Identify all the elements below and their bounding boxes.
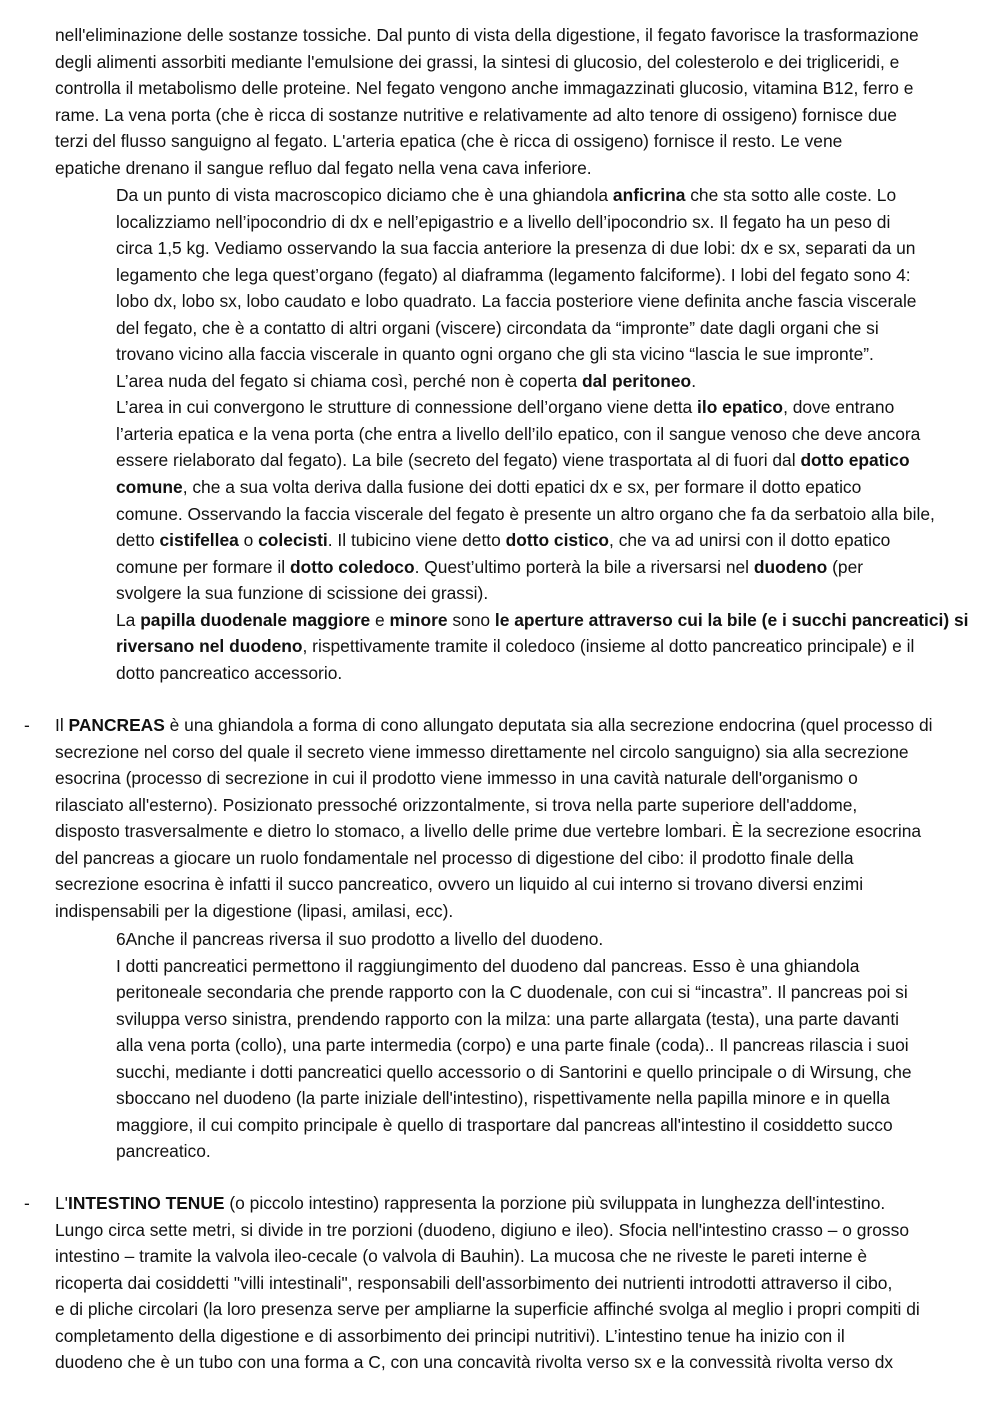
text-line: rilasciato all'esterno). Posizionato pressoché orizzontalmente, si trova nella parte superiore dell'addome, (55, 794, 858, 815)
bold-term: papilla duodenale maggiore (140, 609, 371, 630)
text-line: l’arteria epatica e la vena porta (che entra a livello dell’ilo epatico, con il sangue venoso che deve ancora (116, 423, 921, 444)
text-run: , che a sua volta deriva dalla fusione dei dotti epatici dx e sx, per formare il dotto epatico (182, 477, 862, 498)
text-line: trovano vicino alla faccia viscerale in quanto ogni organo che gli sta vicino “lascia le sue impronte”. (116, 344, 874, 365)
text-line: del pancreas a giocare un ruolo fondamentale nel processo di digestione del cibo: il prodotto finale della (55, 847, 854, 868)
text-line: esocrina (processo di secrezione in cui il prodotto viene immesso in una cavità naturale dell'organismo o (55, 768, 858, 789)
text-line: rame. La vena porta (che è ricca di sostanze nutritive e relativamente ad alto tenore di ossigeno) fornisce due (55, 104, 897, 125)
text-line: nell'eliminazione delle sostanze tossiche. Dal punto di vista della digestione, il fegato favorisce la trasformazione (55, 25, 919, 45)
bold-term: minore (389, 609, 448, 630)
liver-detail-paragraph (116, 182, 986, 686)
pancreas-detail-paragraph (116, 926, 986, 1165)
text-run: La (116, 609, 141, 630)
text-line: sviluppa verso sinistra, prendendo rapporto con la milza: una parte allargata (testa), una parte davanti (116, 1008, 900, 1029)
bold-term: dotto cistico (505, 530, 610, 551)
bold-term: cistifellea (159, 530, 239, 551)
text-line: e di pliche circolari (la loro presenza serve per ampliarne la superficie affinché svolga al meglio i propri compiti di (55, 1299, 920, 1320)
text-line: secrezione esocrina è infatti il succo pancreatico, ovvero un liquido al cui interno si trovano diversi enzimi (55, 874, 864, 895)
text-run: e (370, 609, 390, 630)
bold-term: ilo epatico (697, 397, 784, 418)
bold-term: dotto epatico (800, 450, 910, 471)
text-line: peritoneale secondaria che prende rapporto con la C duodenale, con cui si “incastra”. Il pancreas poi si (116, 982, 908, 1003)
bold-term: duodeno (753, 556, 828, 577)
text-run: sono (447, 609, 495, 630)
pancreas-list-item (55, 712, 985, 924)
bold-term: PANCREAS (68, 715, 165, 735)
liver-continuation-paragraph (55, 22, 985, 181)
text-run: L’area in cui convergono le strutture di connessione dell’organo viene detta (116, 397, 698, 418)
bold-term: comune (116, 477, 183, 498)
list-bullet-dash: - (24, 1193, 30, 1213)
text-line: Lungo circa sette metri, si divide in tre porzioni (duodeno, digiuno e ileo). Sfocia nell'intestino crasso – o grosso (55, 1219, 909, 1240)
text-line: svolgere la sua funzione di scissione dei grassi). (116, 583, 489, 604)
text-line: alla vena porta (collo), una parte intermedia (corpo) e una parte finale (coda).. Il pancreas rilascia i suoi (116, 1035, 909, 1056)
text-run: Da un punto di vista macroscopico diciamo che è una ghiandola (116, 185, 613, 205)
bold-term: riversano nel duodeno (116, 636, 303, 657)
text-run: . Quest’ultimo porterà la bile a riversarsi nel (414, 556, 754, 577)
text-run: è una ghiandola a forma di cono allungato deputata sia alla secrezione endocrina (quel processo di (164, 715, 933, 735)
bold-term: colecisti (258, 530, 328, 551)
text-line: disposto trasversalmente e dietro lo stomaco, a livello delle prime due vertebre lombari. È la secrezione esocrina (55, 821, 922, 842)
text-line: dotto pancreatico accessorio. (116, 662, 343, 683)
text-run: . Il tubicino viene detto (327, 530, 506, 551)
bold-term: INTESTINO TENUE (68, 1193, 225, 1213)
text-line: epatiche drenano il sangue refluo dal fegato nella vena cava inferiore. (55, 157, 592, 178)
text-line: circa 1,5 kg. Vediamo osservando la sua faccia anteriore la presenza di due lobi: dx e sx, separati da un (116, 238, 916, 259)
text-run: (o piccolo intestino) rappresenta la porzione più sviluppata in lunghezza dell'intestino. (224, 1193, 886, 1213)
text-run: , rispettivamente tramite il coledoco (insieme al dotto pancreatico principale) e il (302, 636, 915, 657)
text-line: pancreatico. (116, 1141, 211, 1162)
text-line: 6Anche il pancreas riversa il suo prodotto a livello del duodeno. (116, 929, 604, 949)
bold-term: le aperture attraverso cui la bile (e i succhi pancreatici) si (494, 609, 969, 630)
text-line: duodeno che è un tubo con una forma a C, con una concavità rivolta verso sx e la convessità rivolta verso dx (55, 1352, 894, 1373)
text-run: L' (55, 1193, 68, 1213)
small-intestine-list-item (55, 1190, 985, 1376)
text-line: completamento della digestione e di assorbimento dei principi nutritivi). L’intestino tenue ha inizio con il (55, 1325, 845, 1346)
text-line: comune. Osservando la faccia viscerale del fegato è presente un altro organo che fa da serbatoio alla bile, (116, 503, 935, 524)
text-run: comune per formare il (116, 556, 290, 577)
text-run: essere rielaborato dal fegato). La bile (secreto del fegato) viene trasportata al di fuori dal (116, 450, 801, 471)
text-line: indispensabili per la digestione (lipasi, amilasi, ecc). (55, 900, 454, 921)
text-run: Il (55, 715, 69, 735)
text-line: del fegato, che è a contatto di altri organi (viscere) circondata da “impronte” date dagli organi che si (116, 317, 879, 338)
text-line: sboccano nel duodeno (la parte iniziale dell'intestino), rispettivamente nella papilla minore e in quella (116, 1088, 890, 1109)
bold-term: dotto coledoco (289, 556, 415, 577)
list-bullet-dash: - (24, 715, 30, 735)
text-line: maggiore, il cui compito principale è quello di trasportare dal pancreas all'intestino il cosiddetto succo (116, 1114, 893, 1135)
text-line: lobo dx, lobo sx, lobo caudato e lobo quadrato. La faccia posteriore viene definita anche fascia viscerale (116, 291, 917, 312)
text-line: terzi del flusso sanguigno al fegato. L'arteria epatica (che è ricca di ossigeno) fornisce il resto. Le vene (55, 131, 843, 152)
text-line: ricoperta dai cosiddetti "villi intestinali", responsabili dell'assorbimento dei nutrienti introdotti attraverso il cibo, (55, 1272, 893, 1293)
text-run: , che va ad unirsi con il dotto epatico (609, 530, 891, 551)
text-line: I dotti pancreatici permettono il raggiungimento del duodeno dal pancreas. Esso è una ghiandola (116, 955, 860, 976)
text-line: succhi, mediante i dotti pancreatici quello accessorio o di Santorini e quello principale o di Wirsung, che (116, 1061, 912, 1082)
text-line: localizziamo nell’ipocondrio di dx e nell’epigastrio e a livello dell’ipocondrio sx. Il fegato ha un peso di (116, 211, 891, 232)
text-run: . (691, 370, 697, 391)
text-run: (per (827, 556, 864, 577)
bold-term: anficrina (612, 185, 686, 205)
text-line: legamento che lega quest’organo (fegato) al diaframma (legamento falciforme). I lobi del fegato sono 4: (116, 264, 911, 285)
text-run: , dove entrano (783, 397, 895, 418)
text-line: intestino – tramite la valvola ileo-cecale (o valvola di Bauhin). La mucosa che ne riveste le pareti interne è (55, 1246, 867, 1267)
bold-term: dal peritoneo (582, 370, 692, 391)
text-run: o (238, 530, 259, 551)
text-run: che sta sotto alle coste. Lo (685, 185, 897, 205)
text-run: detto (116, 530, 160, 551)
text-run: L’area nuda del fegato si chiama così, perché non è coperta (116, 370, 582, 391)
text-line: secrezione nel corso del quale il secreto viene immesso direttamente nel circolo sanguigno) sia alla secrezione (55, 741, 909, 762)
text-line: degli alimenti assorbiti mediante l'emulsione dei grassi, la sintesi di glucosio, del colesterolo e dei trigliceridi, e (55, 51, 900, 72)
text-line: controlla il metabolismo delle proteine. Nel fegato vengono anche immagazzinati glucosio, vitamina B12, ferro e (55, 78, 914, 99)
